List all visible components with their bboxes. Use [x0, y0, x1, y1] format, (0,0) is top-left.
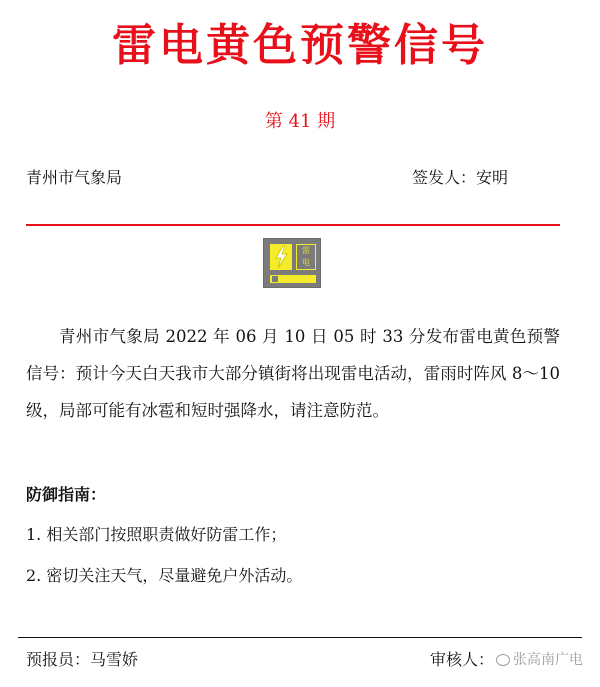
watermark-text: 张高南广电: [513, 652, 583, 668]
watermark: [496, 650, 583, 670]
signal-label-line-2: 电: [302, 258, 310, 267]
page-title: 雷电黄色预警信号: [112, 20, 488, 71]
signal-label-line-1: 雷: [302, 246, 310, 255]
footer-divider: [18, 637, 582, 638]
wechat-icon: [496, 654, 510, 666]
defense-guide-heading: 防御指南：: [26, 485, 107, 504]
defense-guide-item: 2. 密切关注天气，尽量避免户外活动。: [26, 566, 303, 585]
red-divider: [26, 224, 560, 226]
signal-label-box: [296, 244, 316, 270]
issuer-name: 青州市气象局: [26, 168, 123, 187]
forecaster-label: 预报员：马雪娇: [26, 650, 139, 669]
defense-guide-item: 1. 相关部门按照职责做好防雷工作；: [26, 525, 287, 544]
lightning-bolt-icon: [270, 244, 292, 270]
lightning-yellow-warning-icon: [263, 238, 321, 288]
reviewer-label: 审核人：: [430, 650, 495, 669]
issue-number: 第 41 期: [264, 111, 336, 132]
signer-label: 签发人：安明: [411, 168, 508, 187]
signal-bottom-dot: [272, 276, 278, 282]
warning-body-text: 青州市气象局 2022 年 06 月 10 日 05 时 33 分发布雷电黄色预警信号：预计今天白天我市大部分镇街将出现雷电活动，雷雨时阵风 8～10 级，局部可能有冰雹和短时强降水，请注意防范。: [26, 327, 560, 420]
